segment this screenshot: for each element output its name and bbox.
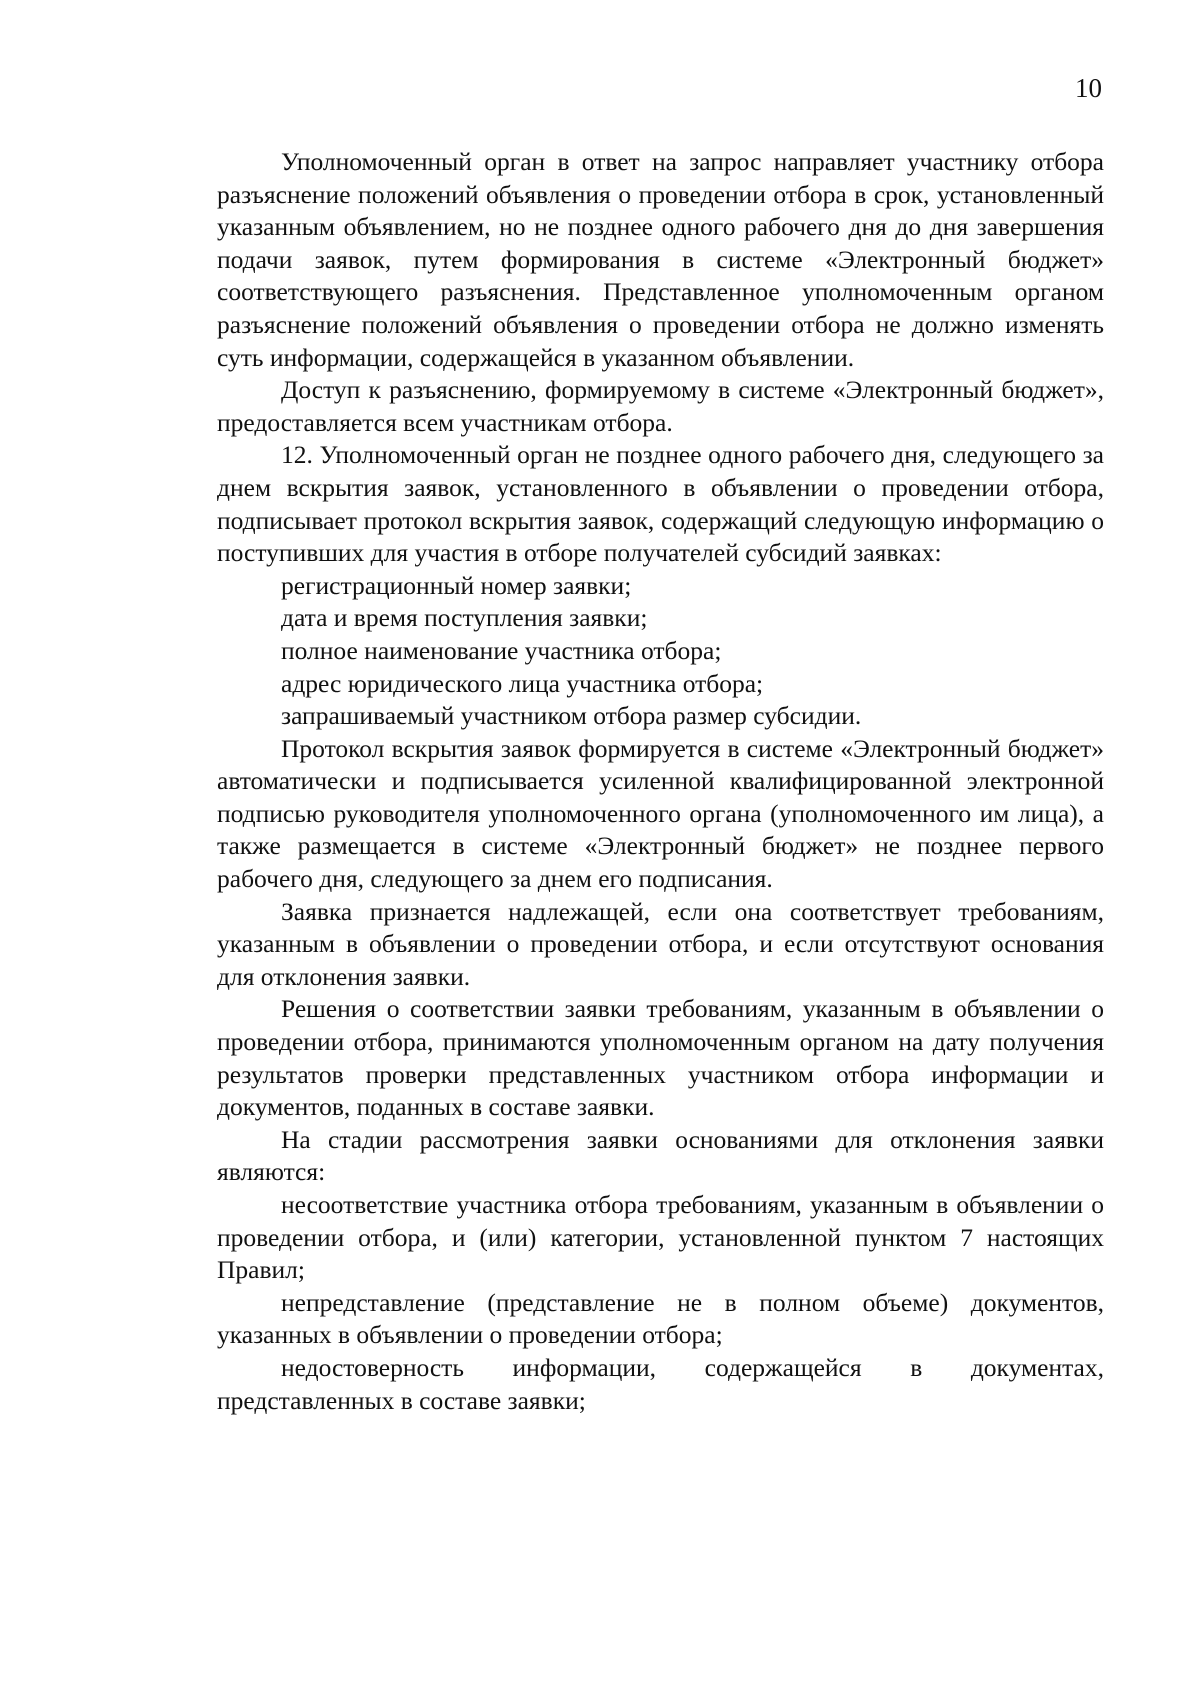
paragraph-rejection-grounds: На стадии рассмотрения заявки основаниями для отклонения заявки являются: bbox=[217, 1124, 1104, 1187]
page-number: 10 bbox=[1075, 73, 1102, 103]
list-item-nonsubmission: непредставление (представление не в полном объеме) документов, указанных в объявлении о проведении отбора; bbox=[217, 1287, 1104, 1350]
list-item-registration-number: регистрационный номер заявки; bbox=[281, 570, 632, 600]
list-item-date-time: дата и время поступления заявки; bbox=[281, 603, 648, 633]
document-body bbox=[217, 146, 1104, 1417]
paragraph-application-proper: Заявка признается надлежащей, если она соответствует требованиям, указанным в объявлении о проведении отбора, и если отсутствуют основания для отклонения заявки. bbox=[217, 896, 1104, 991]
paragraph-item-12: 12. Уполномоченный орган не позднее одного рабочего дня, следующего за днем вскрытия заявок, установленного в объявлении о проведении отбора, подписывает протокол вскрытия заявок, содержащий следующую информацию о поступивших для участия в отборе получателей субсидий заявках: bbox=[217, 440, 1104, 568]
list-item-noncompliance: несоответствие участника отбора требованиям, указанным в объявлении о проведении отбора, и (или) категории, установленной пунктом 7 настоящих Правил; bbox=[217, 1190, 1104, 1285]
list-item-legal-address: адрес юридического лица участника отбора; bbox=[281, 668, 764, 698]
paragraph-protocol: Протокол вскрытия заявок формируется в системе «Электронный бюджет» автоматически и подписывается усиленной квалифицированной электронной подписью руководителя уполномоченного органа (уполномоченного им лица), а также размещается в системе «Электронный бюджет» не позднее первого рабочего дня, следующего за днем его подписания. bbox=[217, 733, 1104, 894]
paragraph-decisions: Решения о соответствии заявки требованиям, указанным в объявлении о проведении отбора, принимаются уполномоченным органом на дату получения результатов проверки представленных участником отбора информации и документов, поданных в составе заявки. bbox=[217, 994, 1104, 1122]
list-item-participant-name: полное наименование участника отбора; bbox=[281, 635, 722, 665]
list-item-subsidy-amount: запрашиваемый участником отбора размер субсидии. bbox=[281, 701, 862, 731]
list-item-inaccuracy: недостоверность информации, содержащейся в документах, представленных в составе заявки; bbox=[217, 1352, 1104, 1415]
paragraph-clarification-access: Доступ к разъяснению, формируемому в системе «Электронный бюджет», предоставляется всем участникам отбора. bbox=[217, 375, 1104, 437]
paragraph-clarification: Уполномоченный орган в ответ на запрос направляет участнику отбора разъяснение положений объявления о проведении отбора в срок, установленный указанным объявлением, но не позднее одного рабочего дня до дня завершения подачи заявок, путем формирования в системе «Электронный бюджет» соответствующего разъяснения. Представленное уполномоченным органом разъяснение положений объявления о проведении отбора не должно изменять суть информации, содержащейся в указанном объявлении. bbox=[217, 147, 1104, 372]
